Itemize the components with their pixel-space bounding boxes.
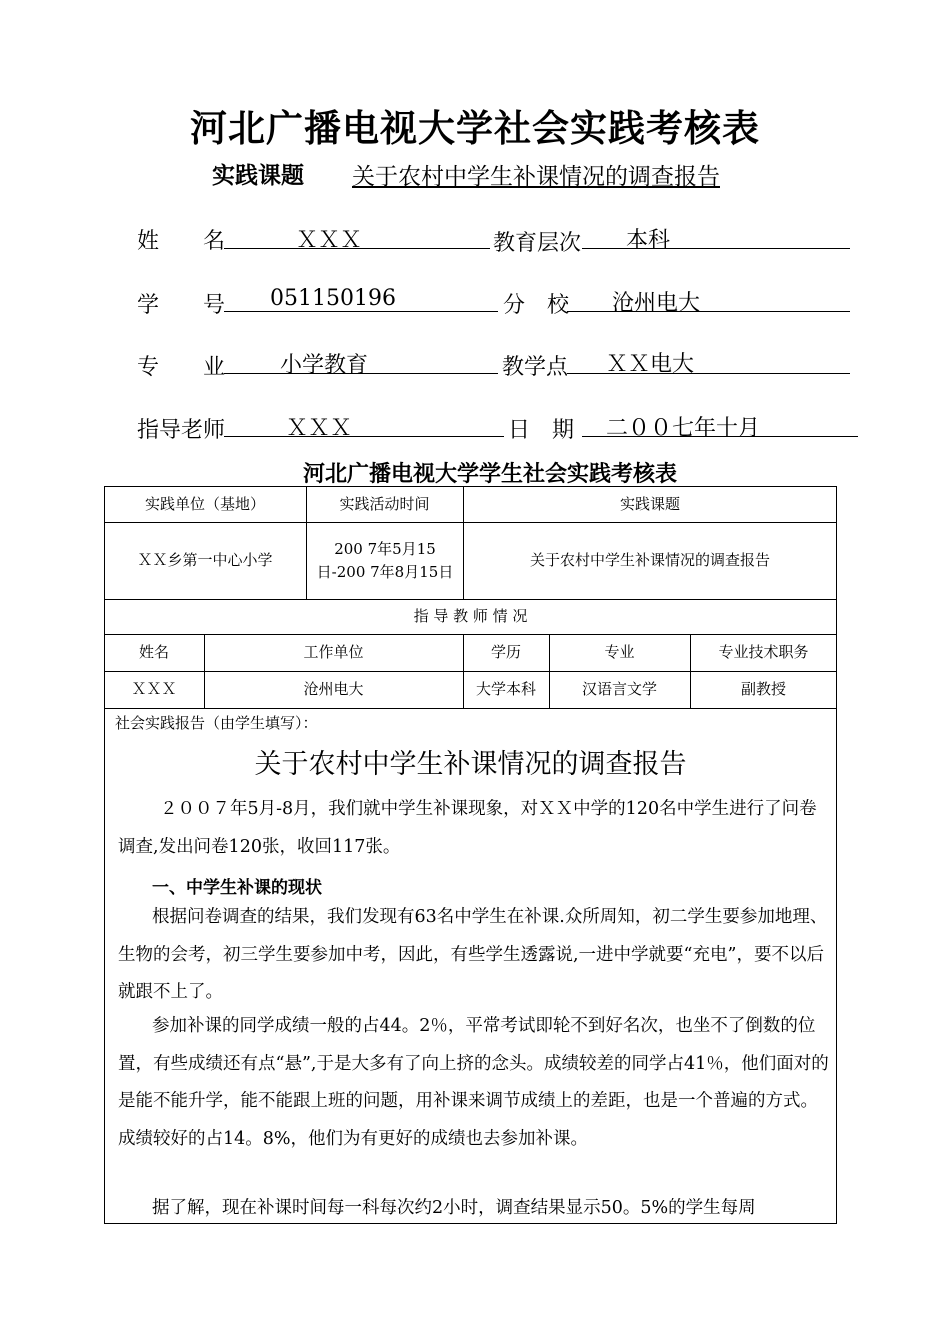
level-underline xyxy=(582,248,850,249)
header-topic: 实践课题 xyxy=(619,494,680,513)
report-paragraph: 参加补课的同学成绩一般的占44。2％，平常考试即轮不到好名次，也坐不了倒数的位置，有些成绩还有点“悬”,于是大多有了向上挤的念头。成绩较差的同学占41％，他们面对的是能不能升学，能不能跟上班的问题，用补课来调节成绩上的差距，也是一个普遍的方式。成绩较好的占14。8%，他们为有更好的成绩也去参加补课。 xyxy=(118,1016,829,1149)
date-value: 二００七年十月 xyxy=(606,416,761,441)
date-underline xyxy=(582,436,858,437)
table-rule xyxy=(104,708,837,709)
site-label: 教学点 xyxy=(502,355,569,380)
unit-value: ＸＸ乡第一中心小学 xyxy=(137,551,273,569)
site-value: ＸＸ电大 xyxy=(606,352,695,377)
branch-label: 分 校 xyxy=(503,293,570,318)
name-underline xyxy=(224,248,490,249)
date-label: 日 期 xyxy=(508,418,575,443)
teacher-label: 指导老师 xyxy=(137,418,226,443)
site-underline xyxy=(567,373,850,374)
page-title: 河北广播电视大学社会实践考核表 xyxy=(190,107,760,150)
id-label: 学 号 xyxy=(137,293,226,318)
name-value: ＸＸＸ xyxy=(296,228,363,253)
major-value: 小学教育 xyxy=(280,353,369,378)
time-value: 200 7年5月15日-200 7年8月15日 xyxy=(316,539,454,581)
report-paragraph: 据了解，现在补课时间每一科每次约2小时，调查结果显示50。5%的学生每周 xyxy=(152,1198,756,1218)
major-underline xyxy=(224,373,498,374)
report-note: 社会实践报告（由学生填写）： xyxy=(115,714,318,732)
topic-value: 关于农村中学生补课情况的调查报告 xyxy=(352,164,720,190)
name-label: 姓 名 xyxy=(137,229,226,254)
advisor-name: ＸＸＸ xyxy=(131,680,177,698)
level-value: 本科 xyxy=(626,228,671,253)
id-value: 051150196 xyxy=(270,286,396,311)
level-label: 教育层次 xyxy=(493,231,582,256)
advisor-header-name: 姓名 xyxy=(138,643,169,661)
report-paragraph: ２００７年5月-8月，我们就中学生补课现象，对ＸＸ中学的120名中学生进行了问卷调查,发出问卷120张，收回117张。 xyxy=(118,799,817,857)
branch-value: 沧州电大 xyxy=(612,291,701,316)
advisor-major: 汉语言文学 xyxy=(581,680,657,698)
topic-cell-value: 关于农村中学生补课情况的调查报告 xyxy=(529,551,770,569)
advisor-header-major: 专业 xyxy=(604,643,635,661)
advisor-workplace: 沧州电大 xyxy=(303,680,364,698)
header-unit: 实践单位（基地） xyxy=(144,494,265,513)
advisor-education: 大学本科 xyxy=(475,680,536,698)
report-title: 关于农村中学生补课情况的调查报告 xyxy=(254,749,687,780)
teacher-underline xyxy=(224,436,504,437)
major-label: 专 业 xyxy=(137,355,226,380)
advisor-section-header: 指 导 教 师 情 况 xyxy=(413,607,528,625)
topic-label: 实践课题 xyxy=(212,163,304,189)
report-section-heading: 一、中学生补课的现状 xyxy=(152,878,322,898)
table-title: 河北广播电视大学学生社会实践考核表 xyxy=(302,462,677,487)
teacher-value: ＸＸＸ xyxy=(286,416,353,441)
advisor-title: 副教授 xyxy=(740,680,786,698)
advisor-header-title: 专业技术职务 xyxy=(718,643,809,661)
branch-underline xyxy=(567,311,850,312)
report-paragraph: 根据问卷调查的结果，我们发现有63名中学生在补课.众所周知，初二学生要参加地理、生物的会考，初三学生要参加中考，因此，有些学生透露说,一进中学就要“充电”，要不以后就跟不上了。 xyxy=(118,907,828,1003)
advisor-header-workplace: 工作单位 xyxy=(303,643,364,661)
header-time: 实践活动时间 xyxy=(339,494,430,513)
advisor-header-education: 学历 xyxy=(490,643,521,661)
id-underline xyxy=(224,311,498,312)
